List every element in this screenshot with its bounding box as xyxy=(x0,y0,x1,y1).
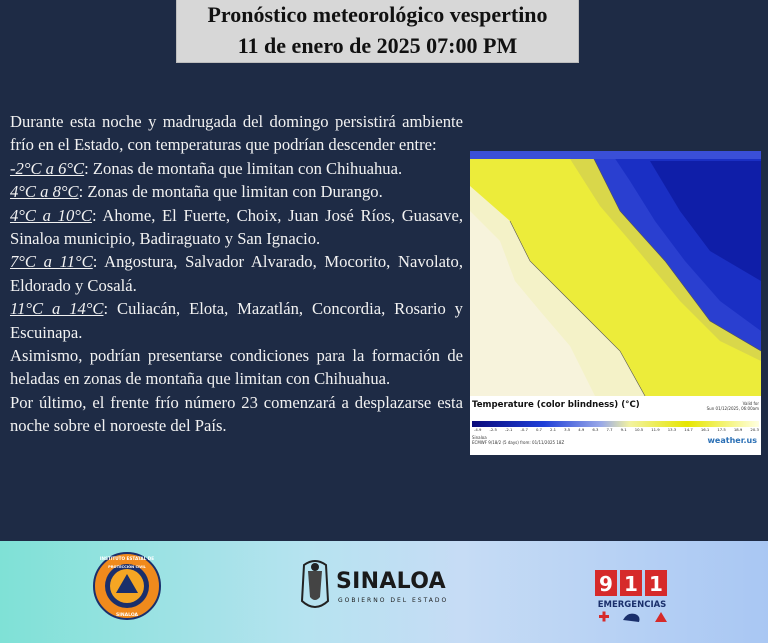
range-label: -2°C a 6°C xyxy=(10,158,85,178)
range-label: 4°C a 8°C xyxy=(10,182,79,202)
emergency-911-logo xyxy=(595,570,670,630)
civil-protection-seal-icon xyxy=(92,548,162,624)
svg-text:SINALOA: SINALOA xyxy=(115,613,139,618)
range-text: : Ahome, El Fuerte, Choix, Juan José Ríos, Guasave, Sinaloa municipio, Badiraguato y San Ignacio. xyxy=(10,205,463,249)
svg-text:1: 1 xyxy=(624,572,638,596)
svg-text:PROTECCIÓN CIVIL: PROTECCIÓN CIVIL xyxy=(108,565,146,569)
sinaloa-logo xyxy=(298,557,463,615)
map-brand: weather.us xyxy=(707,436,757,445)
range-text: : Zonas de montaña que limitan con Chihuahua. xyxy=(84,158,403,178)
forecast-title: Pronóstico meteorológico vespertino xyxy=(207,2,548,27)
state-subtitle: GOBIERNO DEL ESTADO xyxy=(338,597,449,604)
svg-text:INSTITUTO ESTATAL DE: INSTITUTO ESTATAL DE xyxy=(99,556,155,561)
range-text: : Zonas de montaña que limitan con Durango. xyxy=(78,182,383,202)
range-item xyxy=(10,297,463,344)
map-model-note: Sinaloa ECMWF 9/18/2 (5 days) from: 01/11/2025 18Z xyxy=(472,435,565,445)
map-valid-time: Valid for Sun 01/12/2025, 06:00am xyxy=(706,401,759,411)
state-name: SINALOA xyxy=(336,569,446,594)
cold-front-note: Por último, el frente frío número 23 comenzará a desplazarse esta noche sobre el noroeste del País. xyxy=(10,392,463,436)
range-text: : Angostura, Salvador Alvarado, Mocorito, Navolato, Eldorado y Cosalá. xyxy=(10,252,463,295)
forecast-body xyxy=(10,110,463,438)
range-label: 7°C a 11°C xyxy=(10,252,93,272)
range-item xyxy=(10,157,463,180)
svg-text:1: 1 xyxy=(649,572,663,596)
range-label: 4°C a 10°C xyxy=(10,205,92,225)
title-box xyxy=(176,0,579,63)
range-label: 11°C a 14°C xyxy=(10,299,104,319)
range-item xyxy=(10,204,463,251)
range-item xyxy=(10,250,463,297)
range-text: : Culiacán, Elota, Mazatlán, Concordia, Rosario y Escuinapa. xyxy=(10,299,463,342)
map-legend-title: Temperature (color blindness) (°C) xyxy=(472,400,640,410)
state-shield-icon xyxy=(298,557,332,615)
forecast-datetime: 11 de enero de 2025 07:00 PM xyxy=(237,33,518,58)
svg-text:EMERGENCIAS: EMERGENCIAS xyxy=(597,600,667,610)
range-item xyxy=(10,180,463,203)
map-scale-labels: -4.9 -2.5 -2.1 -0.7 0.7 2.1 3.5 4.9 6.3 7.7 9.1 10.5 11.9 13.3 14.7 16.1 17.5 18.9 20.3 xyxy=(474,427,759,432)
forecast-intro: Durante esta noche y madrugada del domingo persistirá ambiente frío en el Estado, con temperaturas que podrían descender entre: xyxy=(10,112,463,155)
frost-note: Asimismo, podrían presentarse condiciones para la formación de heladas en zonas de montaña que limitan con Chihuahua. xyxy=(10,346,463,389)
temperature-map xyxy=(470,151,761,455)
svg-text:9: 9 xyxy=(599,572,613,596)
